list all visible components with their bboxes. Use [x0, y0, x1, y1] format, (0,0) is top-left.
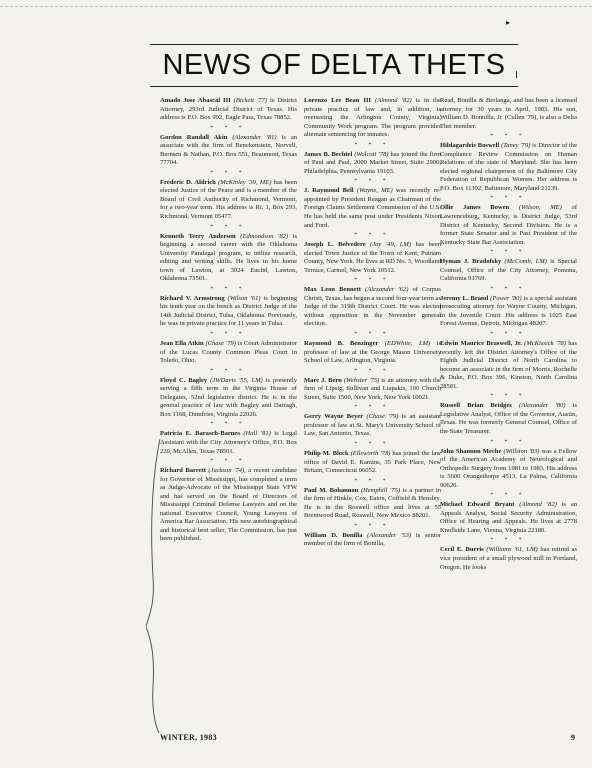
- alumni-entry: [304, 377, 441, 403]
- member-name: J. Raymond Bell: [304, 187, 354, 195]
- entry-text: has been elected Town Justice of the Town of Kent, Putnam County, New York. He lives at RD No. 3, Woodland Terrace, Carmel, New York 10512.: [304, 241, 442, 274]
- handwritten-bracket-mark: [146, 437, 162, 735]
- entry-separator: * * *: [490, 331, 527, 338]
- member-name: Joseph L. Belvedere: [304, 241, 366, 249]
- member-name: Kenneth Terry Anderson: [160, 232, 236, 240]
- chapter-year: (Webster '75): [344, 376, 380, 384]
- margin-tick: [516, 71, 517, 78]
- entry-separator: * * *: [354, 367, 391, 374]
- entry-text: is beginning a second career with the Oklahoma University Paralegal program, to utilize research, editing and writing skills. He lives in his home town of Lawton, at 3024 Euclid, Lawton, Oklahoma 73501.: [160, 232, 297, 283]
- alumni-entry: [304, 286, 441, 329]
- entry-separator: * * *: [354, 477, 391, 484]
- entry-separator: * * *: [210, 421, 247, 428]
- alumni-entry: [304, 340, 441, 366]
- alumni-entry: [440, 501, 577, 535]
- alumni-entry: [440, 204, 577, 247]
- chapter-year: (McKissick '78): [524, 340, 566, 348]
- entry-text: is a special assistant prosecuting attorney for Wayne County, Michigan, in the Juvenile Court. His address is 1025 East Forest Avenue, Detroit, Michigan 48207.: [440, 294, 577, 328]
- member-name: Richard V. Armstrong: [160, 294, 225, 302]
- column-2: [304, 97, 441, 549]
- chapter-year: (Chase '79): [366, 413, 399, 421]
- member-name: Paul M. Bohannon: [304, 486, 359, 494]
- page-top-edge: [0, 6, 592, 7]
- member-name: Cecil E. Burris: [440, 546, 484, 554]
- chapter-year: (Jay '49, LM): [370, 241, 412, 249]
- member-name: James B. Bechtel: [304, 150, 353, 158]
- alumni-entry: [160, 179, 297, 222]
- entry-text: is Special Counsel, Office of the City Attorney, Pomona, California 91769.: [440, 258, 577, 283]
- title-rule-bottom: [150, 86, 518, 87]
- chapter-year: (Power '80): [490, 294, 522, 302]
- chapter-year: (McComb, LM): [504, 258, 547, 266]
- member-name: Hyman J. Bradofsky: [440, 258, 502, 266]
- alumni-entry: [304, 532, 441, 549]
- entry-text: was a Fellow of the American Academy of Neurological and Orthopedic Surgery from 1981 to 1983. His address is 5600 Orangethorpe 4513, La Palma, California 90620.: [440, 447, 577, 489]
- member-name: Frederic D. Aldrich: [160, 178, 216, 186]
- entry-separator: * * *: [354, 178, 391, 185]
- chapter-year: (Edmondson '82): [240, 232, 289, 240]
- member-name: Floyd C. Bagley: [160, 376, 208, 384]
- member-name: Michael Edward Bryant: [440, 501, 515, 509]
- entry-text: is beginning his tenth year on the bench as District Judge of the 14th Judicial District, Tulsa, Oklahoma. Previously, he was in private practice for 11 years in Tulsa.: [160, 294, 297, 328]
- entry-separator: * * *: [490, 492, 527, 499]
- entry-text: has joined the firm of Paul and Paul, 2000 Market Street, Suite 2900, Philadelphia, Pennsylvania 19103.: [304, 150, 441, 175]
- entry-text: Read, Bonilla & Berlanga, and has been a licensed attorney for 30 years in April, 1983. His son, William D. Bonnilla, Jr. (Cullen '79), is also a Delta Thet member.: [440, 97, 577, 130]
- issue-date: WINTER, 1983: [160, 733, 217, 742]
- entry-separator: * * *: [210, 367, 247, 374]
- member-name: Raymond B. Benzinger: [304, 340, 379, 348]
- entry-text: has been elected Justice of the Peace and is a member of the Board of Civil Authority of Richmond, Vermont, for a two-year term. His address is Rt. 1, Box 293, Richmond, Vermont 05477.: [160, 178, 297, 221]
- entry-separator: * * *: [210, 124, 247, 131]
- entry-separator: * * *: [490, 393, 527, 400]
- member-name: Gordon Randall Akin: [160, 133, 228, 141]
- entry-separator: * * *: [354, 277, 391, 284]
- entry-separator: * * *: [354, 331, 391, 338]
- alumni-entry: [440, 97, 577, 131]
- entry-separator: * * *: [490, 537, 527, 544]
- chapter-year: (Taney '79): [500, 142, 531, 150]
- entry-separator: * * *: [490, 133, 527, 140]
- entry-text: has recently left the District Attorney's Office of the Eighth Judicial District of North Carolina to become an associate in the firm of Morris, Rochelle & Duke, P.O. Box 396, Kinston, North Carolina 28501.: [440, 340, 577, 390]
- entry-text: of Lawrenceburg, Kentucky, is District Judge, 53rd District of Kentucky, Second Division. He is a former State Senator and is Past President of the Kentucky State Bar Association.: [440, 204, 577, 246]
- chapter-year: (Jackson '74): [208, 467, 245, 475]
- entry-text: is in the private practice of law and, in addition, is overseeing the Arlington County, Virginia, Community Work program. The program provides alternate sentencing for inmates.: [304, 97, 441, 139]
- chapter-year: (Alexander '81): [232, 133, 277, 141]
- entry-text: was recently re-appointed by President Reagan as Chairman of the Foreign Claims Settlement Commission of the U.S. He has held the same post under Presidents Nixon and Ford.: [304, 187, 441, 229]
- column-1: [160, 97, 297, 544]
- member-name: John Shannon Meche: [440, 447, 502, 455]
- entry-text: has joined the law office of David E. Kamins, 35 Park Place, New Britain, Connecticut 06052.: [304, 449, 441, 475]
- alumni-entry: [440, 402, 577, 436]
- entry-text: has retired as vice president of a small plywood mill in Portland, Oregon. He looks: [440, 546, 578, 571]
- alumni-entry: [160, 467, 297, 544]
- alumni-entry: [160, 340, 297, 366]
- entry-separator: * * *: [210, 285, 247, 292]
- member-name: Richard Barrett: [160, 467, 206, 475]
- chapter-year: (Wolcott '78): [354, 150, 389, 158]
- alumni-entry: [160, 377, 297, 420]
- alumni-entry: [440, 258, 577, 284]
- entry-text: is District Attorney, 293rd Judicial District of Texas. His address is P.O. Box 992, Eagle Pass, Texas 78852.: [160, 97, 297, 122]
- alumni-entry: [304, 151, 441, 177]
- alumni-entry: [440, 448, 577, 491]
- alumni-entry: [440, 142, 577, 193]
- alumni-entry: [304, 487, 441, 521]
- entry-text: is an assistant professor of law at St. Mary's University School of Law, San Antonio, Texas.: [304, 413, 441, 438]
- alumni-entry: [440, 546, 577, 572]
- entry-separator: * * *: [490, 195, 527, 202]
- entry-separator: * * *: [354, 440, 391, 447]
- entry-text: is Legislative Analyst, Office of the Governor, Austin, Texas. He was formerly General Counsel, Office of the State Treasurer.: [440, 402, 577, 435]
- chapter-year: (Almond '82): [519, 501, 557, 509]
- alumni-entry: [440, 340, 577, 391]
- alumni-entry: [160, 430, 297, 456]
- chapter-year: (Hemphill '75): [360, 486, 401, 494]
- alumni-entry: [160, 233, 297, 284]
- member-name: William D. Bonilla: [304, 531, 363, 539]
- entry-text: is an Appeals Analyst, Social Security Administration, Office of Hearing and Appeals. He lives at 2778 Knollside Lane, Vienna, Virginia 22180.: [440, 501, 578, 534]
- alumni-entry: [440, 295, 577, 329]
- member-name: Russell Brian Bridges: [440, 402, 512, 410]
- member-name: Marc J. Bern: [304, 376, 342, 384]
- entry-separator: * * *: [354, 404, 391, 411]
- member-name: Max Leon Bennett: [304, 286, 361, 294]
- chapter-year: (Wilson '61): [227, 294, 261, 302]
- entry-text: , a recent candidate for Governor of Mississippi, has completed a term as Judge-Advocate of the Mississippi State VFW and has served on the Board of Directors of Mississippi Criminal Defense Lawyers and on the national Executive Council, Young Lawyers of America Bar Association. His new autobiographical and historical best seller, The Commission, has just been published.: [160, 467, 298, 543]
- entry-separator: * * *: [210, 223, 247, 230]
- chapter-year: (Willston '83): [503, 447, 540, 455]
- member-name: Lorenzo Lee Bean III: [304, 97, 372, 104]
- chapter-year: (Alexander '80): [519, 402, 566, 410]
- page-number: 9: [571, 733, 575, 742]
- member-name: Philip M. Block: [304, 449, 349, 457]
- chapter-year: (Hall '81): [243, 430, 271, 438]
- chapter-year: (Wilson, ME): [518, 204, 562, 212]
- alumni-entry: [160, 97, 297, 123]
- entry-text: is Legal Assistant with the City Attorney's Office, P.O. Box 220, McAllen, Texas 78501.: [160, 430, 298, 455]
- corner-mark: ▸: [506, 18, 511, 27]
- entry-text: is Court Administrator of the Lucas County Common Pleas Court in Toledo, Ohio.: [160, 340, 298, 365]
- alumni-entry: [304, 241, 441, 275]
- member-name: Ollie James Bowen: [440, 204, 510, 212]
- title-rule-top: [150, 44, 518, 45]
- alumni-entry: [304, 450, 441, 476]
- entry-text: is senior member of the firm of Bonilla,: [304, 531, 441, 548]
- chapter-year: (JWDavis '55, LM): [210, 376, 263, 384]
- entry-text: is Director of the Compliance Review Commission on Human Relations of the state of Maryland. She has been elected regional chairperson of the Baltimore City Federation of Republican Women. Her address is P.O. Box 11392, Baltimore, Maryland 21239.: [440, 142, 578, 192]
- entry-separator: * * *: [354, 232, 391, 239]
- entry-text: is professor of law at the George Mason University School of Law, Arlington, Virginia.: [304, 340, 441, 365]
- entry-separator: * * *: [354, 141, 391, 148]
- member-name: Gerry Wayne Beyer: [304, 413, 364, 421]
- alumni-entry: [304, 97, 441, 140]
- entry-separator: * * *: [210, 331, 247, 338]
- entry-text: is a partner in the firm of Hinkle, Cox, Eaton, Coffield & Hensley. He is in the Roswell office and lives at 55 Brentwood Road, Roswell, New Mexico 88201.: [304, 486, 441, 520]
- entry-separator: * * *: [354, 522, 391, 529]
- member-name: Jean Ella Atkin: [160, 340, 204, 348]
- page-title: NEWS OF DELTA THETS: [162, 49, 506, 81]
- entry-separator: * * *: [490, 249, 527, 256]
- member-name: Patricia E. Barasch-Barnes: [160, 430, 240, 438]
- member-name: Amado Jose Abascal III: [160, 97, 231, 104]
- member-name: Hildagardeis Boswell: [440, 142, 500, 150]
- alumni-entry: [304, 187, 441, 230]
- alumni-entry: [304, 413, 441, 439]
- chapter-year: (Chase '79): [205, 340, 236, 348]
- chapter-year: (Williams '61, LM): [486, 546, 538, 554]
- chapter-year: (Alexander '62): [365, 286, 409, 294]
- entry-text: is an associate with the firm of Benckenstein, Norvell, Bernsen & Nathan, P.O. Box 551, Beaumont, Texas 77704.: [160, 133, 298, 167]
- chapter-year: (EDWhite, LM): [384, 340, 431, 348]
- member-name: Jeremy L. Brand: [440, 294, 489, 302]
- alumni-entry: [160, 295, 297, 329]
- chapter-year: (Wayne, ME): [356, 187, 393, 195]
- alumni-entry: [160, 134, 297, 168]
- entry-text: of Corpus Christi, Texas, has begun a second four-year term as Judge of the 319th District Court. He was elected without opposition in the November general election.: [304, 286, 441, 328]
- chapter-year: (Alexander '53): [367, 531, 412, 539]
- member-name: Edwin Maurice Braswell, Jr.: [440, 340, 522, 348]
- chapter-year: (Bickett '77): [233, 97, 268, 104]
- entry-text: is an attorney with the firm of Lipsig, Sullivan and Liapakis, 100 Church Street, Suite 1500, New York, New York 10021.: [304, 376, 442, 401]
- entry-separator: * * *: [210, 458, 247, 465]
- entry-text: is presently serving a fifth term in the Virginia House of Delegates, 52nd legislative district. He is in the general practice of law with Bagley and Darragh, Box 1168, Dumfries, Virginia 22026.: [160, 376, 297, 418]
- chapter-year: (McKinley '39, ME): [218, 178, 272, 186]
- chapter-year: (Almond '82): [375, 97, 412, 104]
- column-3: [440, 97, 577, 572]
- entry-separator: * * *: [210, 169, 247, 176]
- chapter-year: (Ellsworth '78): [350, 449, 391, 457]
- entry-separator: * * *: [490, 438, 527, 445]
- entry-separator: * * *: [490, 285, 527, 292]
